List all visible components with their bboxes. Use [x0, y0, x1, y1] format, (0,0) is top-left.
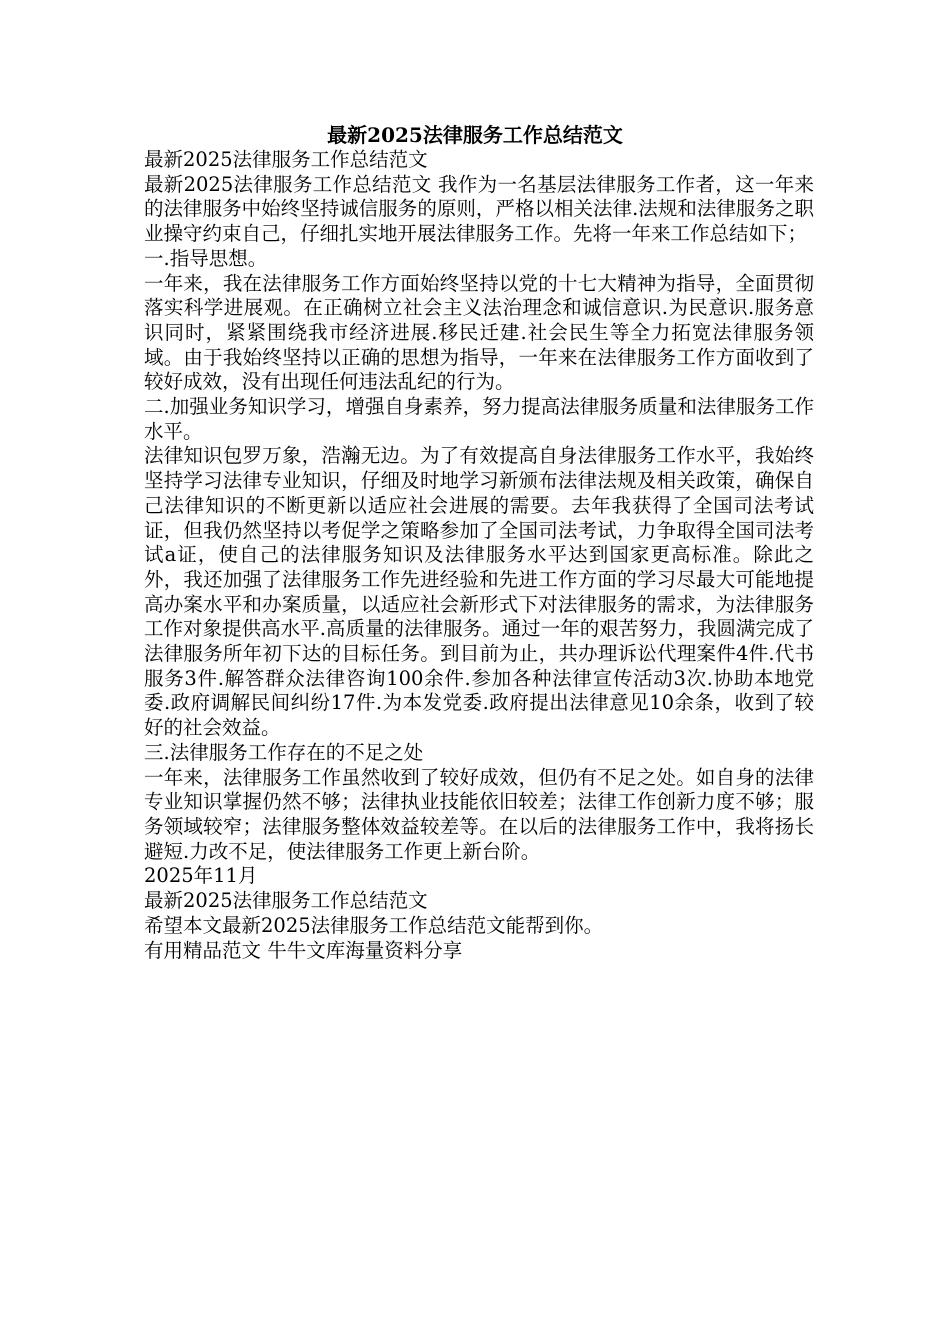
section-heading-2: 二.加强业务知识学习，增强自身素养，努力提高法律服务质量和法律服务工作水平。	[144, 395, 814, 443]
section-2-paragraph: 法律知识包罗万象，浩瀚无边。为了有效提高自身法律服务工作水平，我始终坚持学习法律专业知识，仔细及时地学习新颁布法律法规及相关政策，确保自己法律知识的不断更新以适应社会进展的需要。去年我获得了全国司法考试证，但我仍然坚持以考促学之策略参加了全国司法考试，力争取得全国司法考试a证，使自己的法律服务知识及法律服务水平达到国家更高标准。除此之外，我还加强了法律服务工作先进经验和先进工作方面的学习尽最大可能地提高办案水平和办案质量，以适应社会新形式下对法律服务的需求，为法律服务工作对象提供高水平.高质量的法律服务。通过一年的艰苦努力，我圆满完成了法律服务所年初下达的目标任务。到目前为止，共办理诉讼代理案件4件.代书服务3件.解答群众法律咨询100余件.参加各种法律宣传活动3次.协助本地党委.政府调解民间纠纷17件.为本发党委.政府提出法律意见10余条，收到了较好的社会效益。	[144, 444, 814, 740]
document-title: 最新2025法律服务工作总结范文	[327, 123, 623, 147]
section-1-paragraph: 一年来，我在法律服务工作方面始终坚持以党的十七大精神为指导，全面贯彻落实科学进展观。在正确树立社会主义法治理念和诚信意识.为民意识.服务意识同时，紧紧围绕我市经济进展.移民迁建.社会民生等全力拓宽法律服务领域。由于我始终坚持以正确的思想为指导，一年来在法律服务工作方面收到了较好成效，没有出现任何违法乱纪的行为。	[144, 271, 814, 394]
section-heading-3: 三.法律服务工作存在的不足之处	[144, 740, 424, 764]
section-heading-1: 一.指导思想。	[144, 246, 268, 270]
closing-title-line: 最新2025法律服务工作总结范文	[144, 889, 428, 913]
section-3-paragraph: 一年来，法律服务工作虽然收到了较好成效，但仍有不足之处。如自身的法律专业知识掌握仍然不够；法律执业技能依旧较差；法律工作创新力度不够；服务领域较窄；法律服务整体效益较差等。在以后的法律服务工作中，我将扬长避短.力改不足，使法律服务工作更上新台阶。	[144, 765, 814, 863]
date-line: 2025年11月	[144, 864, 258, 888]
footer-source-line: 有用精品范文 牛牛文库海量资料分享	[144, 938, 463, 962]
subtitle-line: 最新2025法律服务工作总结范文	[144, 148, 428, 171]
closing-wish-line: 希望本文最新2025法律服务工作总结范文能帮到你。	[144, 913, 604, 937]
document-body	[144, 148, 814, 963]
intro-paragraph: 最新2025法律服务工作总结范文 我作为一名基层法律服务工作者，这一年来的法律服务中始终坚持诚信服务的原则，严格以相关法律.法规和法律服务之职业操守约束自己，仔细扎实地开展法律服务工作。先将一年来工作总结如下；	[144, 172, 814, 246]
